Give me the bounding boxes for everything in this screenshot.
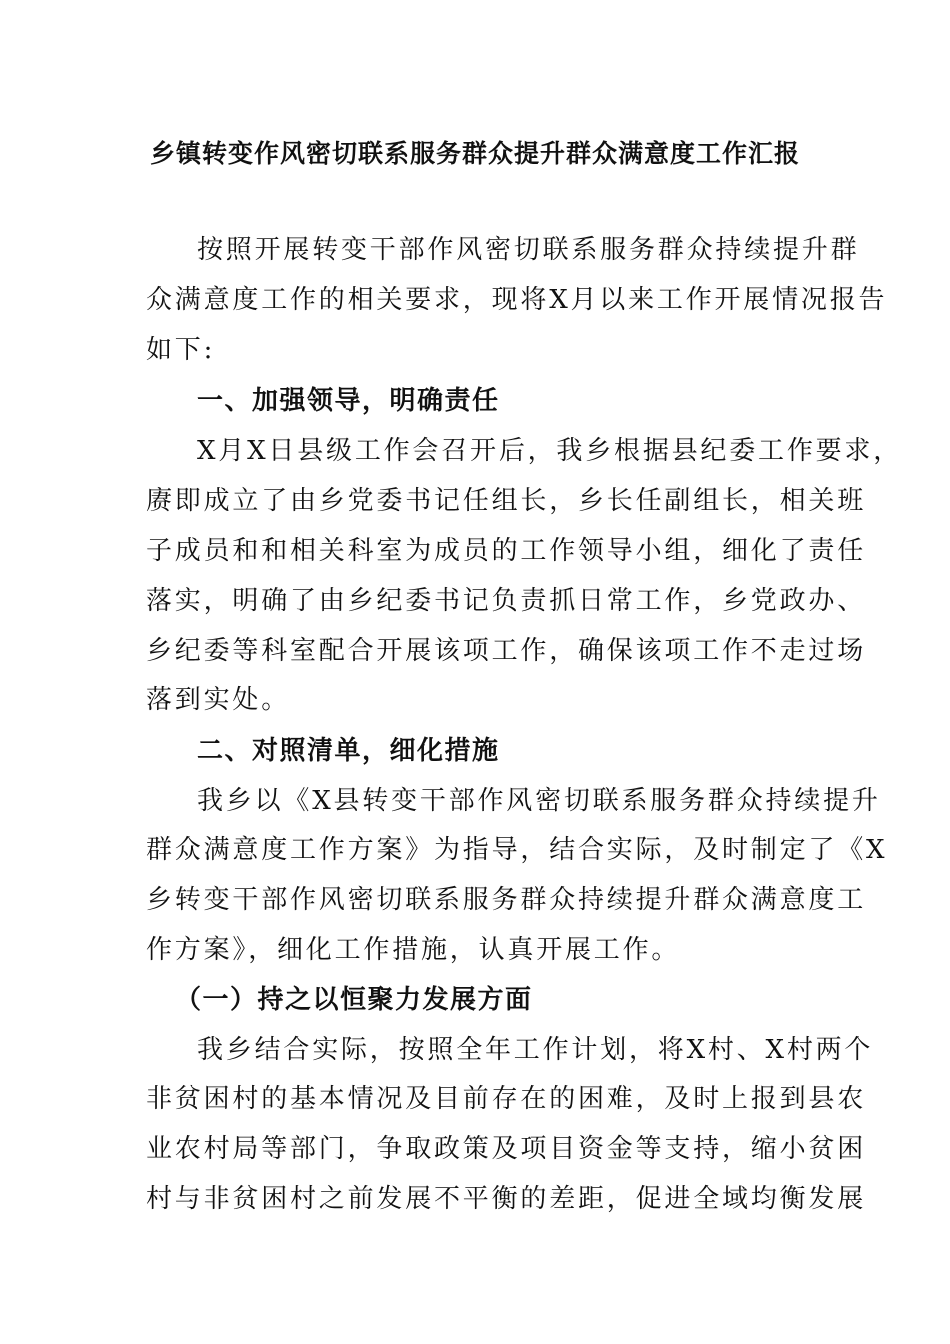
section-2-heading: 二、对照清单，细化措施 <box>197 736 500 766</box>
intro-line-3: 如下: <box>146 335 216 365</box>
section-1-line-4: 落实，明确了由乡纪委书记负责抓日常工作，乡党政办、 <box>146 586 867 616</box>
subsection-1-heading: （一）持之以恒聚力发展方面 <box>175 985 533 1015</box>
section-1-line-6: 落到实处。 <box>146 685 291 715</box>
intro-line-1: 按照开展转变干部作风密切联系服务群众持续提升群 <box>197 235 860 265</box>
section-2-line-2: 群众满意度工作方案》为指导，结合实际，及时制定了《X <box>146 835 888 865</box>
section-2-line-4: 作方案》，细化工作措施，认真开展工作。 <box>146 935 681 965</box>
section-1-line-1: X月X日县级工作会召开后，我乡根据县纪委工作要求， <box>197 436 903 466</box>
intro-line-2: 众满意度工作的相关要求，现将X月以来工作开展情况报告 <box>146 285 888 315</box>
subsection-1-line-3: 业农村局等部门，争取政策及项目资金等支持，缩小贫困 <box>146 1134 867 1164</box>
subsection-1-line-2: 非贫困村的基本情况及目前存在的困难，及时上报到县农 <box>146 1084 867 1114</box>
section-1-line-2: 赓即成立了由乡党委书记任组长，乡长任副组长，相关班 <box>146 486 867 516</box>
section-2-line-3: 乡转变干部作风密切联系服务群众持续提升群众满意度工 <box>146 885 867 915</box>
section-1-heading: 一、加强领导，明确责任 <box>197 386 500 416</box>
subsection-1-line-4: 村与非贫困村之前发展不平衡的差距，促进全域均衡发展 <box>146 1184 867 1214</box>
section-1-line-5: 乡纪委等科室配合开展该项工作，确保该项工作不走过场 <box>146 636 867 666</box>
section-1-line-3: 子成员和和相关科室为成员的工作领导小组，细化了责任 <box>146 536 867 566</box>
subsection-1-line-1: 我乡结合实际，按照全年工作计划，将X村、X村两个 <box>197 1035 874 1065</box>
section-2-line-1: 我乡以《X县转变干部作风密切联系服务群众持续提升 <box>197 786 881 816</box>
document-title: 乡镇转变作风密切联系服务群众提升群众满意度工作汇报 <box>149 139 800 168</box>
